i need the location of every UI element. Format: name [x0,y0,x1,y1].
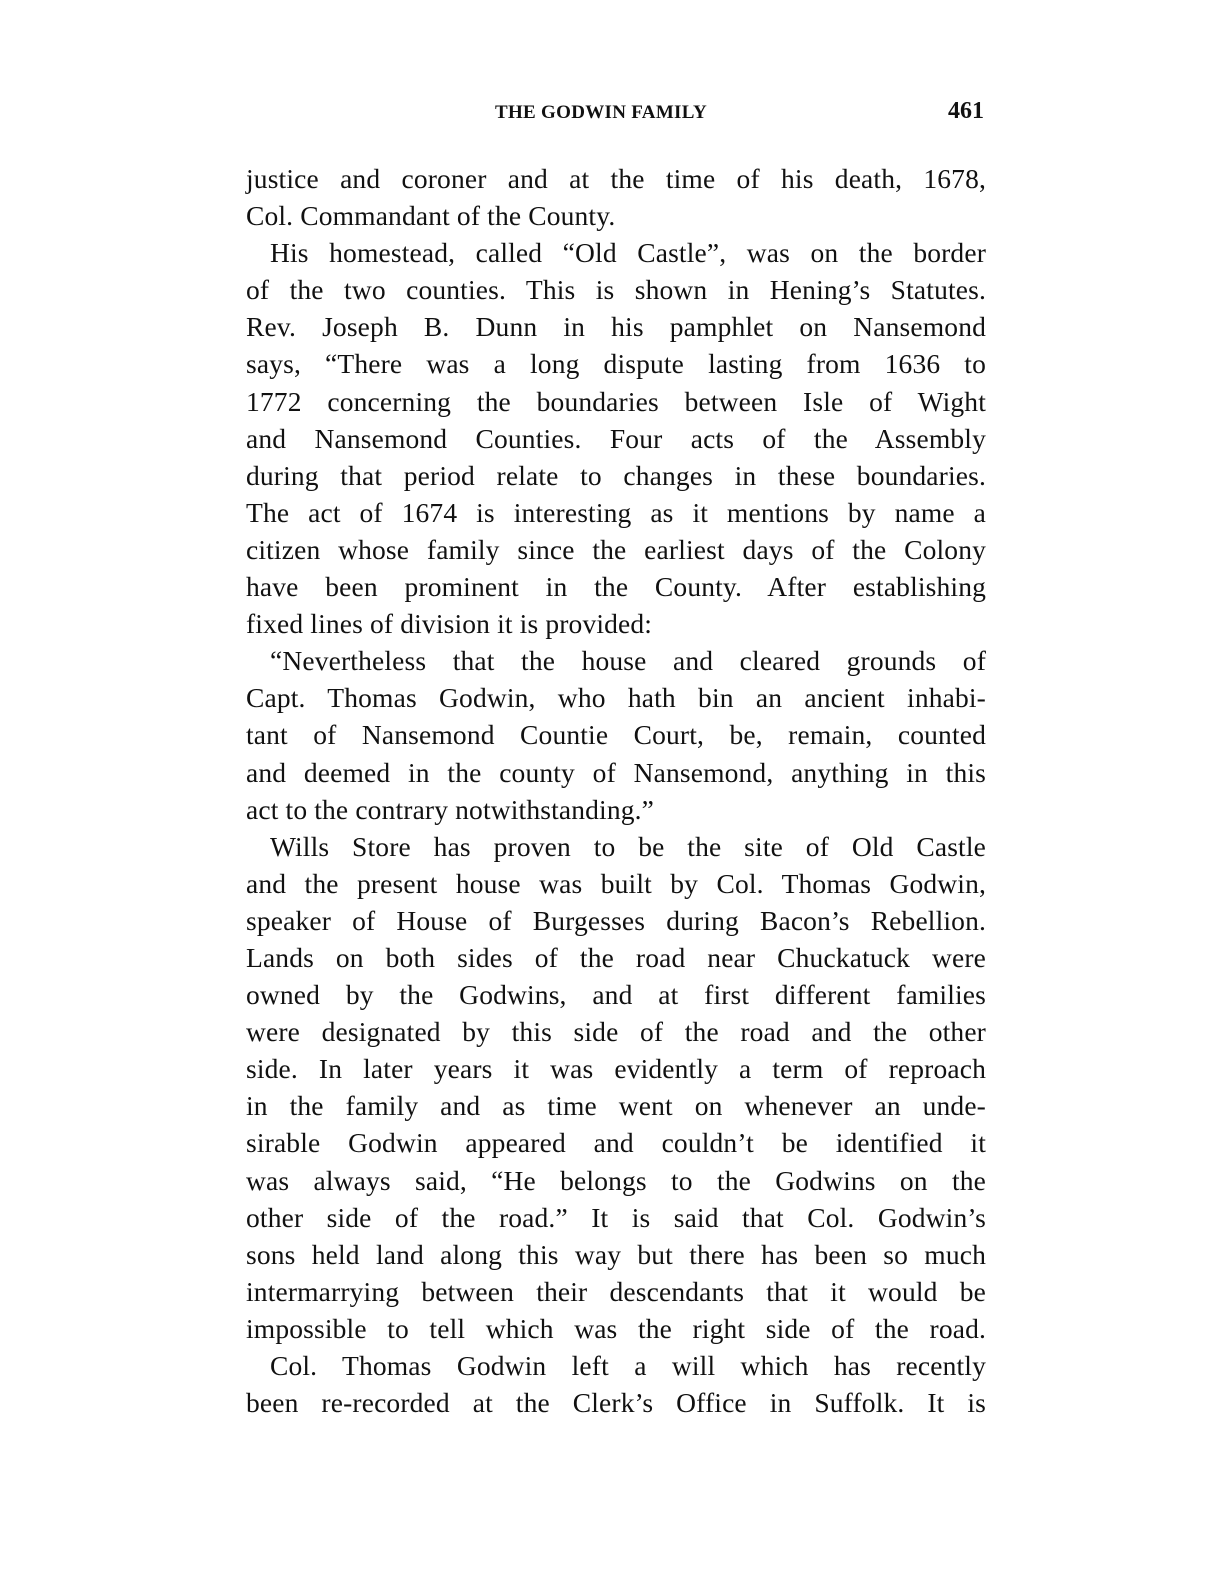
running-head [246,96,986,130]
text-line: act to the contrary notwithstanding.” [246,793,655,825]
text-line: Rev. Joseph B. Dunn in his pamphlet on Nansemond [246,311,986,343]
text-line: sons held land along this way but there has been so much [246,1238,986,1270]
text-line: Capt. Thomas Godwin, who hath bin an ancient inhabi- [246,682,986,714]
text-line: and Nansemond Counties. Four acts of the Assembly [246,422,986,454]
text-line: and deemed in the county of Nansemond, anything in this [246,756,986,788]
text-line: intermarrying between their descendants that it would be [246,1275,986,1307]
text-line: Lands on both sides of the road near Chuckatuck were [246,941,986,973]
text-line: have been prominent in the County. After establishing [246,571,986,603]
text-line: 1772 concerning the boundaries between Isle of Wight [246,385,986,417]
body-text [246,160,986,1421]
text-line: “Nevertheless that the house and cleared grounds of [270,645,986,677]
text-line: His homestead, called “Old Castle”, was on the border [270,237,986,269]
text-line: citizen whose family since the earliest days of the Colony [246,533,986,565]
text-line: The act of 1674 is interesting as it mentions by name a [246,496,986,528]
text-line: Col. Thomas Godwin left a will which has recently [270,1350,986,1381]
text-line: other side of the road.” It is said that Col. Godwin’s [246,1201,986,1233]
text-line: sirable Godwin appeared and couldn’t be identified it [246,1127,986,1159]
text-line: fixed lines of division it is provided: [246,608,653,640]
text-line: impossible to tell which was the right side of the road. [246,1312,986,1344]
page-number: 461 [948,98,984,124]
text-line: owned by the Godwins, and at first different families [246,979,986,1011]
text-line: in the family and as time went on whenever an unde- [246,1090,986,1122]
text-line: justice and coroner and at the time of his death, 1678, [246,163,986,194]
running-title: THE GODWIN FAMILY [494,102,707,123]
text-line: was always said, “He belongs to the Godwins on the [246,1164,986,1196]
text-line: Col. Commandant of the County. [246,200,616,232]
text-line: were designated by this side of the road and the other [246,1016,986,1048]
text-line: tant of Nansemond Countie Court, be, remain, counted [246,719,986,751]
text-line: been re-recorded at the Clerk’s Office in Suffolk. It is [246,1387,986,1419]
text-line: and the present house was built by Col. Thomas Godwin, [246,867,986,899]
text-line: Wills Store has proven to be the site of Old Castle [270,830,986,862]
text-line: speaker of House of Burgesses during Bacon’s Rebellion. [246,904,986,936]
text-line: says, “There was a long dispute lasting from 1636 to [246,348,986,380]
text-line: side. In later years it was evidently a term of reproach [246,1053,986,1085]
text-line: of the two counties. This is shown in Hening’s Statutes. [246,274,986,306]
text-line: during that period relate to changes in these boundaries. [246,459,986,491]
